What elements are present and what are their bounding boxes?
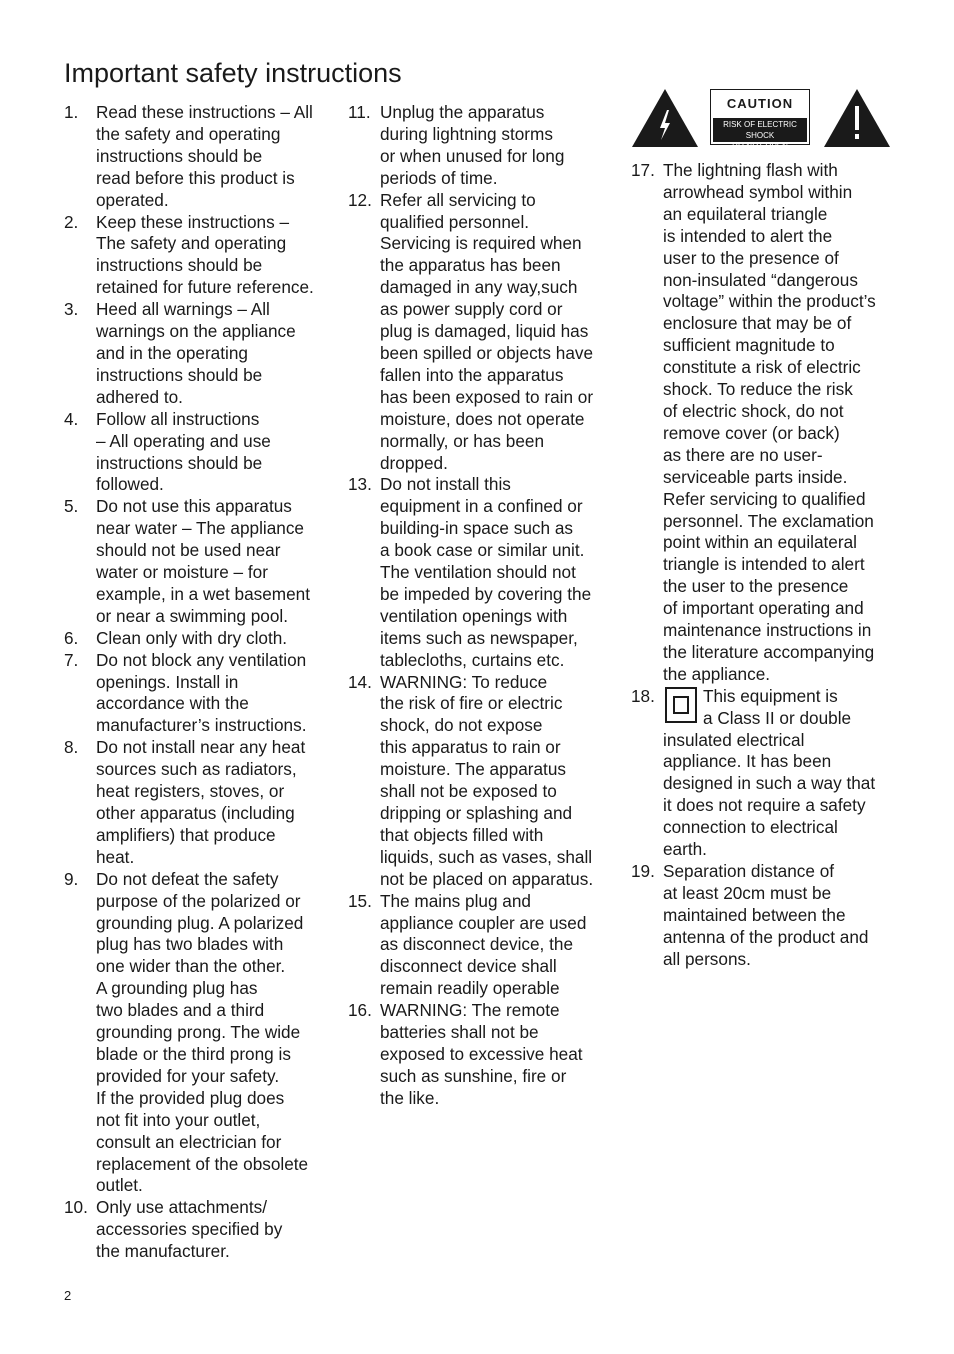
item-number: 18. (631, 685, 655, 706)
instruction-item (64, 102, 334, 212)
item-number: 12. (348, 189, 372, 210)
instruction-item (64, 628, 334, 650)
item-number: 7. (64, 649, 79, 670)
item-text: Do not block any ventilation openings. Install in accordance with the manufacturer’s instructions. (96, 649, 307, 736)
page-title: Important safety instructions (64, 58, 402, 88)
caution-line-2: DO NOT OPEN (732, 142, 788, 151)
instruction-list-1 (64, 102, 334, 1263)
item-text: Refer all servicing to qualified personnel. Servicing is required when the apparatus has been damaged in any way,such as power supply cord or plug is damaged, liquid has been spilled or objects have fallen into the apparatus has been exposed to rain or moisture, does not operate normally, or has been dropped. (380, 189, 594, 473)
item-number: 8. (64, 737, 79, 758)
item-text: Only use attachments/ accessories specified by the manufacturer. (96, 1197, 283, 1262)
instruction-item (64, 299, 334, 409)
item-text: Clean only with dry cloth. (96, 627, 288, 648)
item-text: Follow all instructions – All operating and use instructions should be followed. (96, 408, 271, 495)
item-text: The lightning flash with arrowhead symbol within an equilateral triangle is intended to alert the user to the presence of non-insulated “dangerous voltage” within the product’s enclosure that may be of sufficient magnitude to constitute a risk of electric shock. To reduce the risk of electric shock, do not remove cover (or back) as there are no user- serviceable parts inside. Refer servicing to qualified personnel. The exclamation point within an equilateral triangle is intended to alert the user to the presence of important operating and maintenance instructions in the literature accompanying the appliance. (663, 160, 876, 684)
item-number: 17. (631, 160, 655, 180)
exclamation-warning-triangle-icon (823, 88, 891, 148)
item-number: 15. (348, 890, 372, 911)
item-number: 5. (64, 496, 79, 517)
item-text: Do not use this apparatus near water – The appliance should not be used near water or moisture – for example, in a wet basement or near a swimming pool. (96, 496, 311, 626)
item-text: Unplug the apparatus during lightning storms or when unused for long periods of time. (380, 102, 565, 188)
item-text: Do not install near any heat sources such as radiators, heat registers, stoves, or other apparatus (including amplifiers) that produce heat. (96, 737, 306, 867)
item-number: 9. (64, 868, 79, 889)
item-text: This equipment is a Class II or double insulated electrical appliance. It has been designed in such a way that it does not require a safety connection to electrical earth. (663, 685, 876, 860)
item-number: 4. (64, 408, 79, 429)
item-number: 11. (348, 102, 371, 122)
instruction-item (348, 102, 618, 190)
instruction-item (64, 496, 334, 627)
lightning-warning-triangle-icon (631, 88, 699, 148)
item-number: 16. (348, 1000, 372, 1021)
item-text: The mains plug and appliance coupler are used as disconnect device, the disconnect device shall remain readily operable (380, 890, 587, 999)
instruction-item (64, 1197, 334, 1263)
item-text: Separation distance of at least 20cm must be maintained between the antenna of the product and all persons. (663, 861, 869, 969)
item-number: 19. (631, 861, 655, 881)
instruction-list-3 (631, 160, 911, 971)
instruction-item (348, 672, 618, 891)
instruction-item (64, 737, 334, 868)
instruction-item (64, 869, 334, 1198)
caution-word: CAUTION (726, 96, 794, 111)
caution-line-1: RISK OF ELECTRIC SHOCK (723, 120, 797, 140)
item-text: Keep these instructions – The safety and operating instructions should be retained for future reference. (96, 211, 314, 298)
instruction-item (348, 891, 618, 1001)
item-number: 10. (64, 1197, 88, 1218)
caution-label (710, 89, 810, 151)
item-number: 2. (64, 211, 79, 232)
instruction-item (631, 686, 911, 861)
item-text: WARNING: The remote batteries shall not be exposed to excessive heat such as sunshine, fire or the like. (380, 1000, 583, 1108)
instruction-item (348, 190, 618, 475)
instruction-item (64, 409, 334, 497)
instruction-item (631, 861, 911, 971)
item-text: Heed all warnings – All warnings on the appliance and in the operating instructions should be adhered to. (96, 299, 296, 407)
item-number: 1. (64, 102, 79, 122)
instruction-item (64, 650, 334, 738)
item-number: 14. (348, 671, 372, 692)
item-text: Do not install this equipment in a confined or building-in space such as a book case or similar unit. The ventilation should not be impeded by covering the ventilation openings with items such as newspaper, tablecloths, curtains etc. (380, 474, 592, 670)
item-text: WARNING: To reduce the risk of fire or electric shock, do not expose this apparatus to rain or moisture. The apparatus shall not be exposed to dripping or splashing and that objects filled with liquids, such as vases, shall not be placed on apparatus. (380, 671, 594, 889)
class-ii-double-insulation-icon (665, 687, 697, 723)
page-number: 2 (64, 1288, 72, 1303)
item-number: 13. (348, 474, 372, 495)
warning-symbols (631, 88, 891, 151)
instruction-item (64, 212, 334, 300)
caution-band (713, 118, 807, 151)
item-text: Do not defeat the safety purpose of the polarized or grounding plug. A polarized plug has two blades with one wider than the other. A grounding plug has two blades and a third grounding prong. The wide blade or the third prong is provided for your safety. If the provided plug does not fit into your outlet, consult an electrician for replacement of the obsolete outlet. (96, 868, 309, 1196)
column-1 (64, 102, 334, 1263)
item-number: 6. (64, 627, 79, 648)
instruction-item (631, 160, 911, 686)
item-number: 3. (64, 299, 79, 320)
column-3 (631, 160, 911, 971)
instruction-item (348, 1000, 618, 1110)
item-text: Read these instructions – All the safety and operating instructions should be read before this product is operated. (96, 102, 313, 210)
instruction-list-2 (348, 102, 618, 1110)
instruction-item (348, 474, 618, 671)
column-2 (348, 102, 618, 1110)
